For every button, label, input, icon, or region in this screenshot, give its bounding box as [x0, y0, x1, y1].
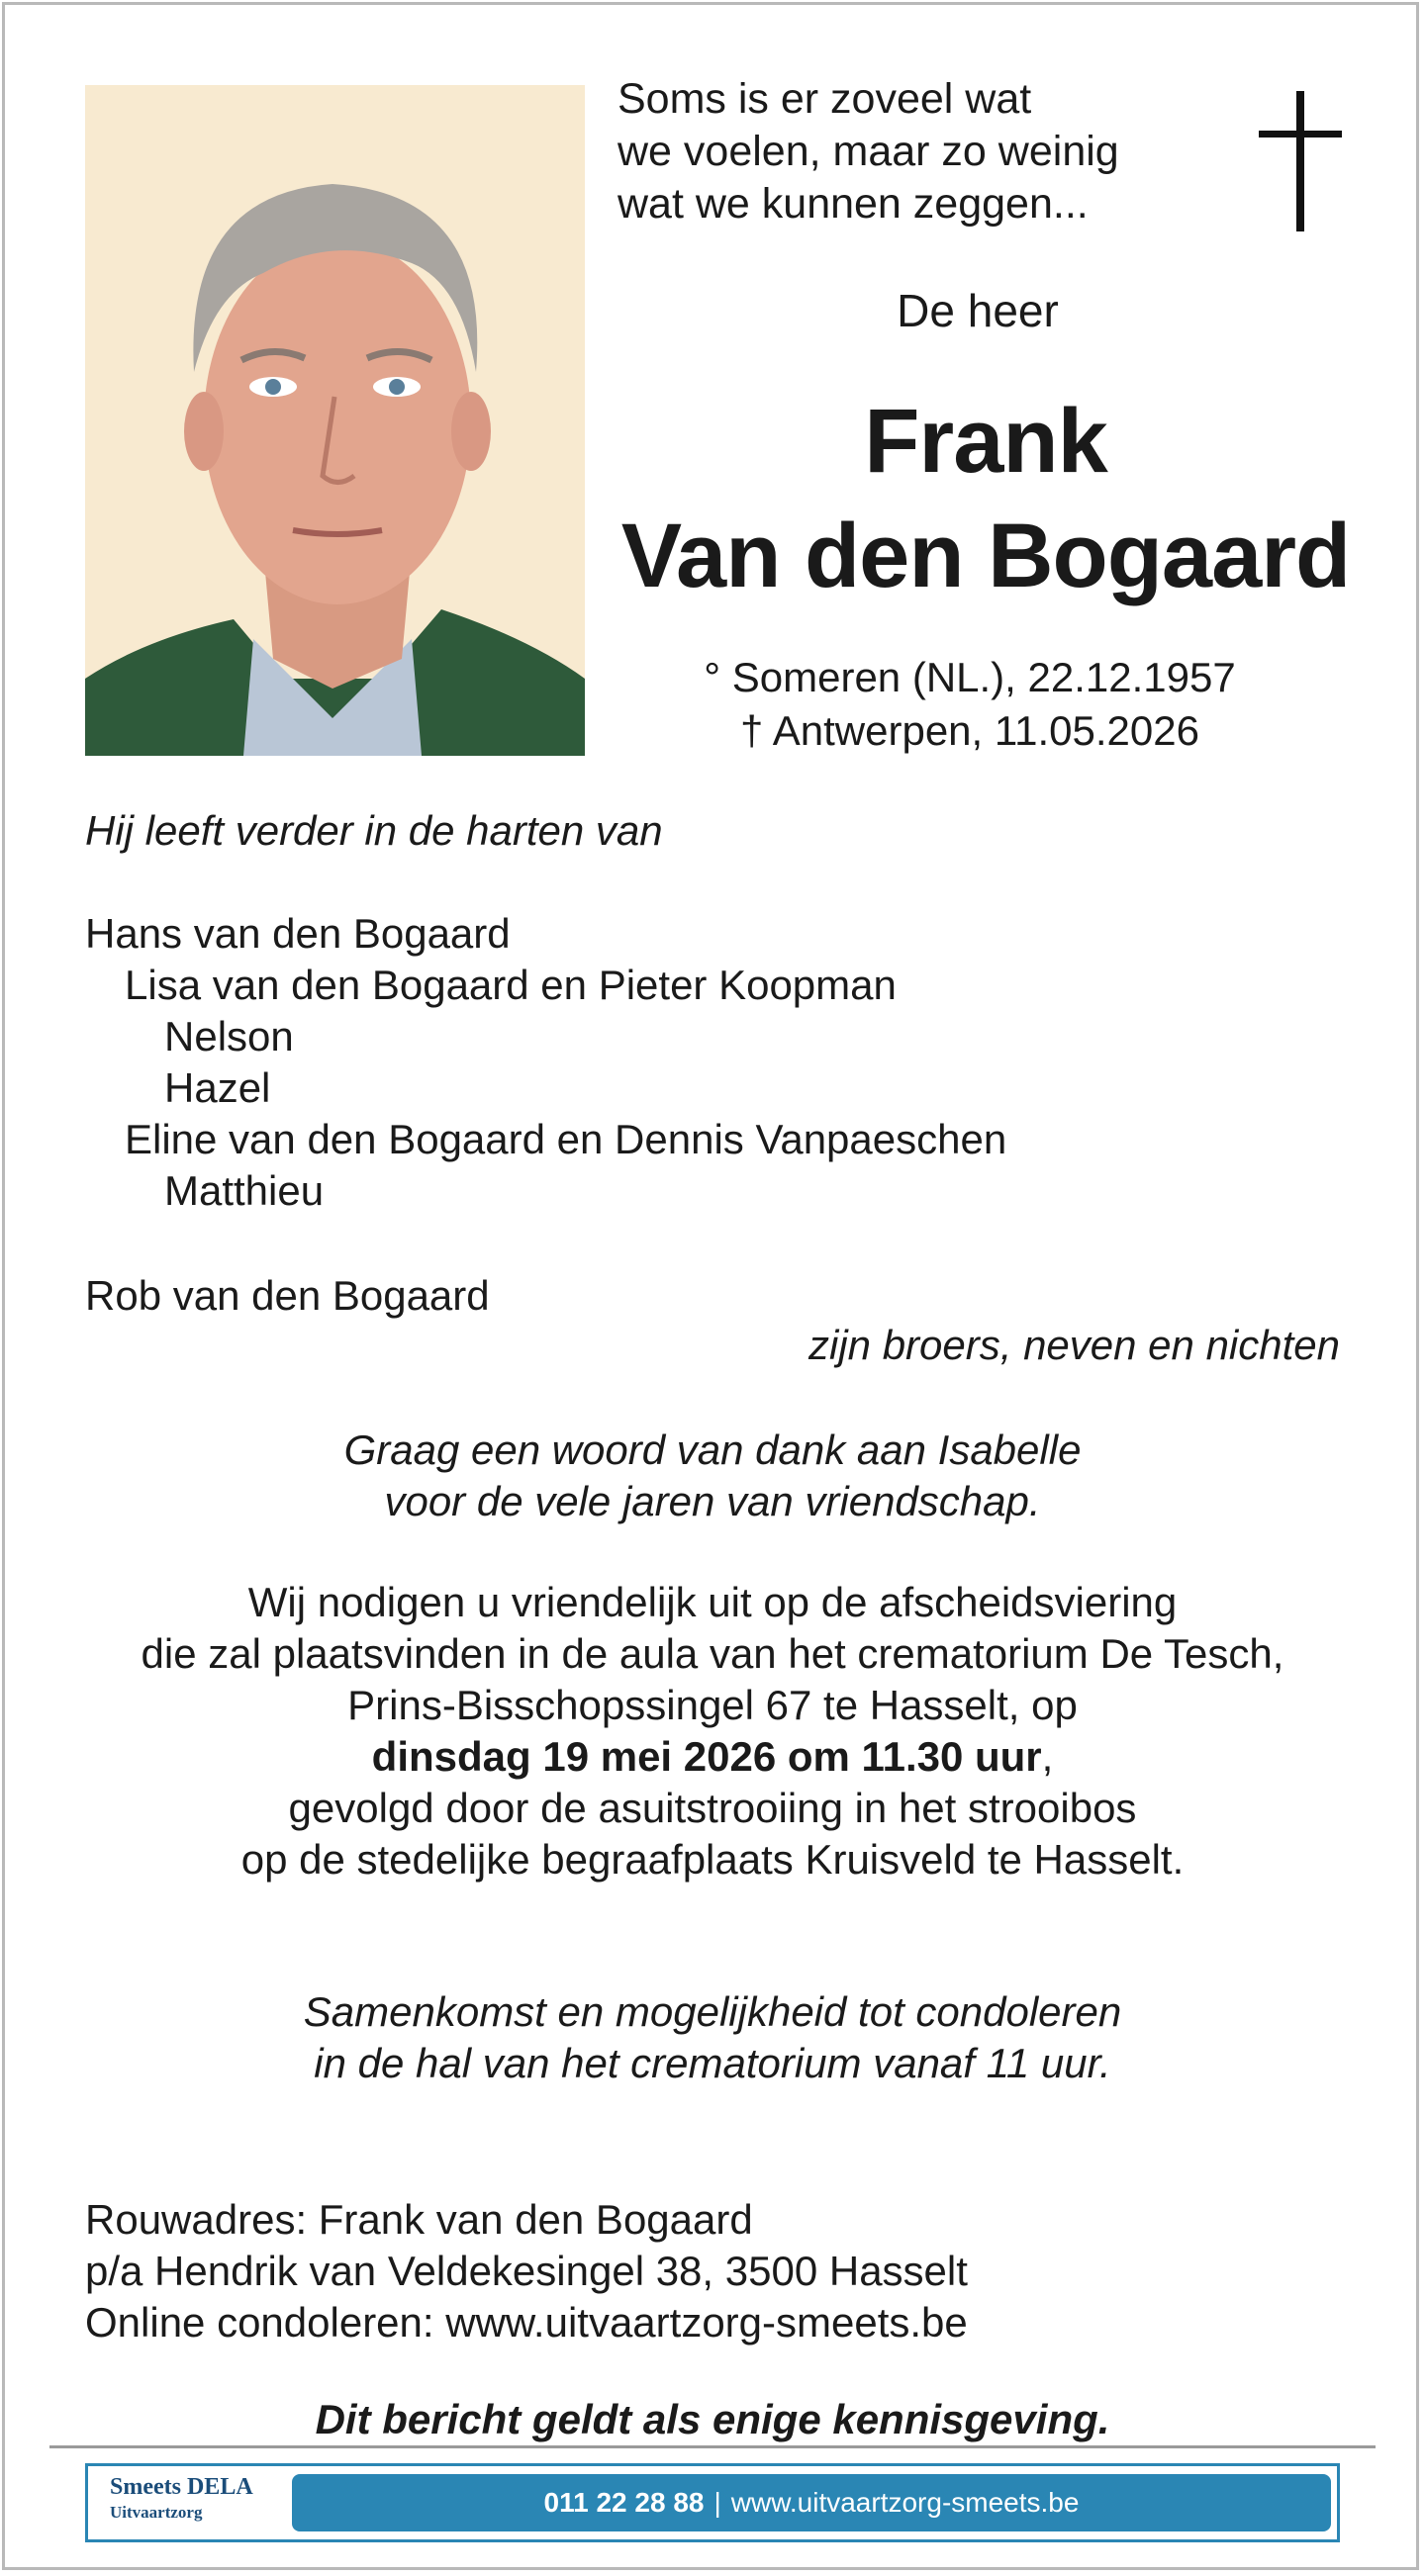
website-link[interactable]: www.uitvaartzorg-smeets.be [730, 2487, 1080, 2518]
family-list [85, 908, 1006, 1217]
relatives-line: zijn broers, neven en nichten [808, 1322, 1340, 1368]
date-suffix: , [1041, 1733, 1054, 1780]
invitation-line: op de stedelijke begraafplaats Kruisveld te Hasselt. [240, 1836, 1185, 1883]
deceased-name [618, 384, 1354, 613]
poem-line: we voelen, maar zo weinig [618, 128, 1119, 175]
first-name: Frank [864, 391, 1107, 492]
divider [49, 2445, 1376, 2448]
honorific: De heer [897, 285, 1059, 336]
life-dates [633, 651, 1306, 758]
gathering-info [0, 1986, 1425, 2089]
funeral-home-banner [85, 2463, 1340, 2542]
poem [618, 73, 1211, 230]
sibling-name: Rob van den Bogaard [85, 1272, 490, 1319]
family-member: Matthieu [164, 1167, 325, 1214]
contact-bar [292, 2474, 1331, 2531]
invitation [0, 1577, 1425, 1886]
invitation-line: Prins-Bisschopssingel 67 te Hasselt, op [347, 1682, 1078, 1728]
thanks-line: voor de vele jaren van vriendschap. [384, 1478, 1041, 1524]
thanks-message [0, 1425, 1425, 1527]
address-line: Rouwadres: Frank van den Bogaard [85, 2196, 753, 2243]
gathering-line: in de hal van het crematorium vanaf 11 uur. [314, 2040, 1111, 2086]
death-line: † Antwerpen, 11.05.2026 [740, 707, 1199, 754]
family-member: Eline van den Bogaard en Dennis Vanpaeschen [125, 1116, 1007, 1162]
mourning-address [85, 2194, 968, 2348]
poem-line: Soms is er zoveel wat [618, 75, 1032, 123]
logo-name: Smeets DELA [110, 2474, 253, 2500]
last-name: Van den Bogaard [620, 506, 1351, 606]
funeral-home-logo [110, 2474, 253, 2523]
separator: | [713, 2487, 721, 2518]
family-member: Lisa van den Bogaard en Pieter Koopman [125, 962, 897, 1008]
logo-subtitle: Uitvaartzorg [110, 2503, 203, 2522]
invitation-line: die zal plaatsvinden in de aula van het crematorium De Tesch, [141, 1630, 1284, 1677]
family-member: Hazel [164, 1064, 271, 1111]
invitation-line: Wij nodigen u vriendelijk uit op de afscheidsviering [247, 1579, 1178, 1625]
cross-icon [1259, 91, 1342, 231]
invitation-line: gevolgd door de asuitstrooiing in het strooibos [288, 1785, 1137, 1831]
gathering-line: Samenkomst en mogelijkheid tot condoleren [303, 1988, 1122, 2035]
birth-line: ° Someren (NL.), 22.12.1957 [704, 654, 1236, 700]
notice-statement: Dit bericht geldt als enige kennisgeving. [315, 2396, 1110, 2442]
family-intro: Hij leeft verder in de harten van [85, 807, 663, 854]
address-line: Online condoleren: www.uitvaartzorg-smeets.be [85, 2299, 968, 2346]
thanks-line: Graag een woord van dank aan Isabelle [343, 1426, 1082, 1473]
phone-number[interactable]: 011 22 28 88 [543, 2487, 705, 2518]
invitation-date-line [0, 1731, 1425, 1783]
family-member: Nelson [164, 1013, 294, 1059]
family-member: Hans van den Bogaard [85, 910, 511, 957]
portrait-photo [85, 85, 585, 756]
address-line: p/a Hendrik van Veldekesingel 38, 3500 Hasselt [85, 2248, 968, 2294]
poem-line: wat we kunnen zeggen... [618, 180, 1089, 228]
service-date: dinsdag 19 mei 2026 om 11.30 uur [371, 1733, 1042, 1780]
